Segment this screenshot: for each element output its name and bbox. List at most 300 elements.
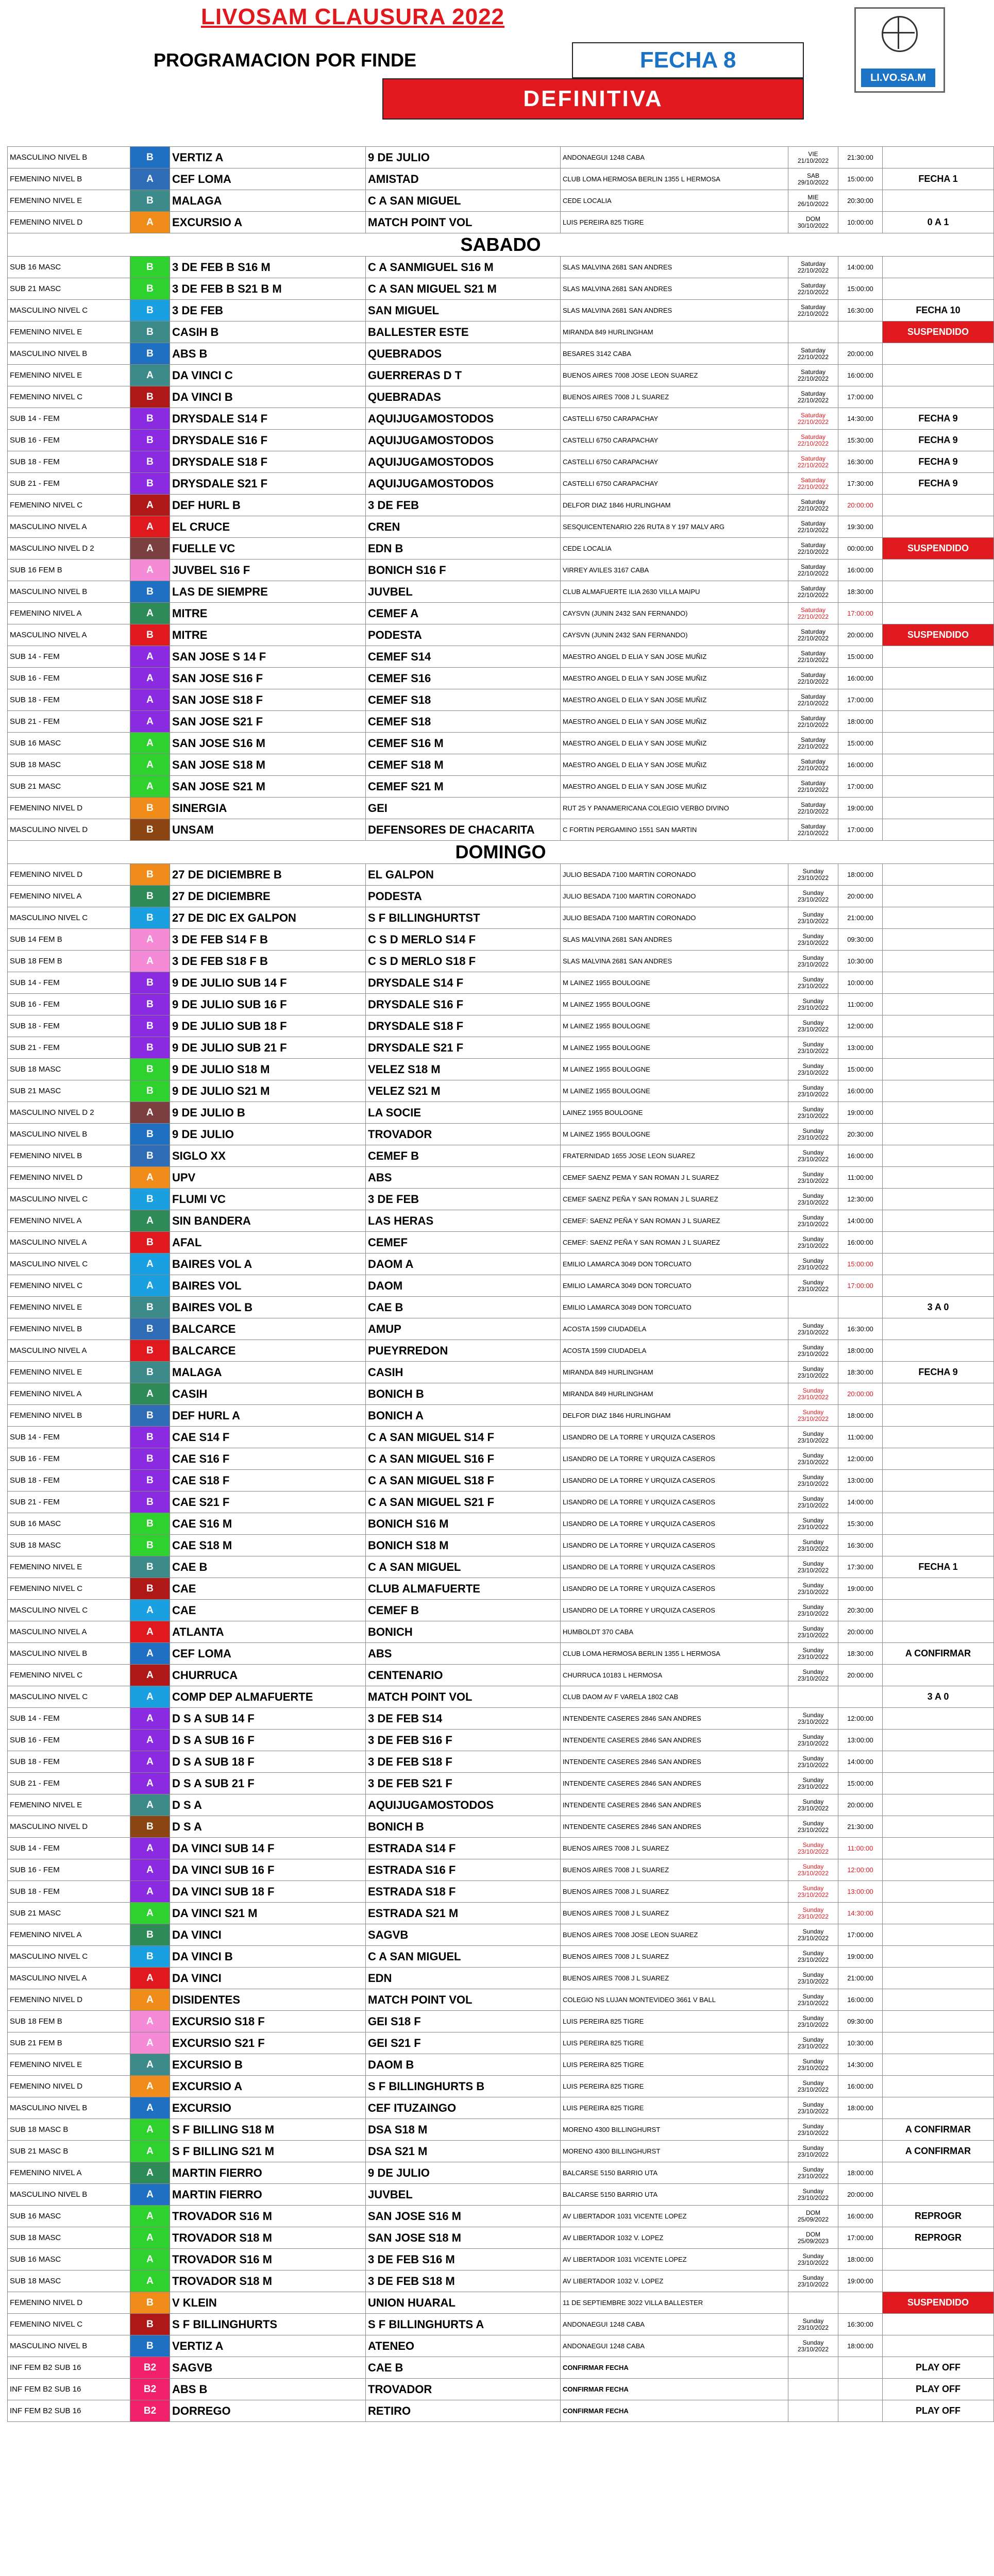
note-cell xyxy=(883,1989,994,2011)
table-row xyxy=(8,819,994,841)
level-badge: B xyxy=(130,147,170,168)
note-cell xyxy=(883,516,994,538)
venue-cell: MAESTRO ANGEL D ELIA Y SAN JOSE MUÑIZ xyxy=(561,776,788,798)
note-cell xyxy=(883,2184,994,2206)
away-team-cell: PODESTA xyxy=(366,624,561,646)
category-cell: FEMENINO NIVEL E xyxy=(8,190,130,212)
category-cell: SUB 16 - FEM xyxy=(8,668,130,689)
time-cell: 11:00:00 xyxy=(838,1167,883,1189)
venue-cell: LISANDRO DE LA TORRE Y URQUIZA CASEROS xyxy=(561,1600,788,1621)
home-team-cell: FUELLE VC xyxy=(170,538,366,560)
venue-cell: DELFOR DIAZ 1846 HURLINGHAM xyxy=(561,1405,788,1427)
time-cell: 17:00:00 xyxy=(838,1924,883,1946)
venue-cell: SLAS MALVINA 2681 SAN ANDRES xyxy=(561,300,788,321)
note-cell: FECHA 1 xyxy=(883,168,994,190)
venue-cell: INTENDENTE CASERES 2846 SAN ANDRES xyxy=(561,1794,788,1816)
note-cell xyxy=(883,2054,994,2076)
note-cell: SUSPENDIDO xyxy=(883,321,994,343)
venue-cell: BUENOS AIRES 7008 J L SUAREZ xyxy=(561,386,788,408)
date-cell: Sunday 23/10/2022 xyxy=(788,2270,838,2292)
away-team-cell: CEMEF B xyxy=(366,1600,561,1621)
venue-cell: ANDONAEGUI 1248 CABA xyxy=(561,147,788,168)
away-team-cell: CREN xyxy=(366,516,561,538)
venue-cell: MAESTRO ANGEL D ELIA Y SAN JOSE MUÑIZ xyxy=(561,689,788,711)
table-row xyxy=(8,646,994,668)
table-row xyxy=(8,1124,994,1145)
note-cell xyxy=(883,1665,994,1686)
category-cell: FEMENINO NIVEL A xyxy=(8,2162,130,2184)
venue-cell: ANDONAEGUI 1248 CABA xyxy=(561,2335,788,2357)
category-cell: SUB 16 - FEM xyxy=(8,1859,130,1881)
level-badge: B xyxy=(130,430,170,451)
page-subtitle: PROGRAMACION POR FINDE xyxy=(154,49,417,71)
category-cell: SUB 18 - FEM xyxy=(8,1015,130,1037)
note-cell xyxy=(883,1816,994,1838)
category-cell: FEMENINO NIVEL B xyxy=(8,1405,130,1427)
note-cell xyxy=(883,1621,994,1643)
time-cell: 12:30:00 xyxy=(838,1189,883,1210)
away-team-cell: TROVADOR xyxy=(366,2379,561,2400)
away-team-cell: JUVBEL xyxy=(366,581,561,603)
date-cell: Sunday 23/10/2022 xyxy=(788,1535,838,1556)
home-team-cell: 9 DE JULIO SUB 18 F xyxy=(170,1015,366,1037)
category-cell: SUB 21 MASC B xyxy=(8,2141,130,2162)
time-cell: 18:00:00 xyxy=(838,2335,883,2357)
level-badge: A xyxy=(130,516,170,538)
away-team-cell: BALLESTER ESTE xyxy=(366,321,561,343)
note-cell: FECHA 1 xyxy=(883,1556,994,1578)
away-team-cell: 3 DE FEB S21 F xyxy=(366,1773,561,1794)
category-cell: SUB 21 - FEM xyxy=(8,1037,130,1059)
venue-cell: MAESTRO ANGEL D ELIA Y SAN JOSE MUÑIZ xyxy=(561,711,788,733)
time-cell: 20:00:00 xyxy=(838,495,883,516)
away-team-cell: CAE B xyxy=(366,2357,561,2379)
category-cell: SUB 18 - FEM xyxy=(8,689,130,711)
home-team-cell: CAE S21 F xyxy=(170,1492,366,1513)
category-cell: MASCULINO NIVEL C xyxy=(8,1686,130,1708)
category-cell: MASCULINO NIVEL C xyxy=(8,300,130,321)
away-team-cell: DAOM xyxy=(366,1275,561,1297)
date-cell: Sunday 23/10/2022 xyxy=(788,1621,838,1643)
home-team-cell: DEF HURL B xyxy=(170,495,366,516)
home-team-cell: SAN JOSE S21 F xyxy=(170,711,366,733)
time-cell: 09:30:00 xyxy=(838,929,883,951)
date-cell: Sunday 23/10/2022 xyxy=(788,1318,838,1340)
category-cell: FEMENINO NIVEL E xyxy=(8,2054,130,2076)
venue-cell: BUENOS AIRES 7008 J L SUAREZ xyxy=(561,1946,788,1968)
level-badge: A xyxy=(130,1881,170,1903)
away-team-cell: S F BILLINGHURTS A xyxy=(366,2314,561,2335)
venue-cell: CLUB LOMA HERMOSA BERLIN 1355 L HERMOSA xyxy=(561,1643,788,1665)
level-badge: B xyxy=(130,1232,170,1253)
home-team-cell: BAIRES VOL xyxy=(170,1275,366,1297)
venue-cell: CONFIRMAR FECHA xyxy=(561,2357,788,2379)
table-row xyxy=(8,451,994,473)
category-cell: SUB 16 MASC xyxy=(8,1513,130,1535)
level-badge: A xyxy=(130,1903,170,1924)
table-row xyxy=(8,1989,994,2011)
time-cell: 11:00:00 xyxy=(838,994,883,1015)
home-team-cell: VERTIZ A xyxy=(170,147,366,168)
date-cell: Sunday 23/10/2022 xyxy=(788,1253,838,1275)
category-cell: FEMENINO NIVEL D xyxy=(8,2292,130,2314)
home-team-cell: TROVADOR S18 M xyxy=(170,2227,366,2249)
away-team-cell: EDN B xyxy=(366,538,561,560)
table-row xyxy=(8,516,994,538)
table-row xyxy=(8,1924,994,1946)
note-cell xyxy=(883,2335,994,2357)
level-badge: B xyxy=(130,1015,170,1037)
time-cell: 17:00:00 xyxy=(838,819,883,841)
home-team-cell: DRYSDALE S14 F xyxy=(170,408,366,430)
category-cell: SUB 18 MASC xyxy=(8,1535,130,1556)
home-team-cell: DRYSDALE S18 F xyxy=(170,451,366,473)
away-team-cell: PUEYRREDON xyxy=(366,1340,561,1362)
time-cell: 12:00:00 xyxy=(838,1859,883,1881)
time-cell: 21:30:00 xyxy=(838,1816,883,1838)
venue-cell: SLAS MALVINA 2681 SAN ANDRES xyxy=(561,951,788,972)
level-badge: A xyxy=(130,2249,170,2270)
level-badge: A xyxy=(130,1686,170,1708)
note-cell: 0 A 1 xyxy=(883,212,994,233)
table-row xyxy=(8,1318,994,1340)
note-cell xyxy=(883,711,994,733)
away-team-cell: AMISTAD xyxy=(366,168,561,190)
category-cell: SUB 21 MASC xyxy=(8,1903,130,1924)
note-cell: SUSPENDIDO xyxy=(883,2292,994,2314)
venue-cell: M LAINEZ 1955 BOULOGNE xyxy=(561,1015,788,1037)
level-badge: B xyxy=(130,343,170,365)
note-cell xyxy=(883,1059,994,1080)
table-row xyxy=(8,1362,994,1383)
category-cell: FEMENINO NIVEL A xyxy=(8,1924,130,1946)
date-cell: Sunday 23/10/2022 xyxy=(788,1080,838,1102)
level-badge: A xyxy=(130,711,170,733)
category-cell: MASCULINO NIVEL B xyxy=(8,2097,130,2119)
home-team-cell: DA VINCI xyxy=(170,1924,366,1946)
table-row xyxy=(8,603,994,624)
date-cell xyxy=(788,2400,838,2422)
time-cell: 13:00:00 xyxy=(838,1470,883,1492)
category-cell: SUB 14 - FEM xyxy=(8,972,130,994)
away-team-cell: CEMEF S18 M xyxy=(366,754,561,776)
category-cell: FEMENINO NIVEL D xyxy=(8,2076,130,2097)
level-badge: B xyxy=(130,2314,170,2335)
level-badge: A xyxy=(130,1253,170,1275)
level-badge: A xyxy=(130,2206,170,2227)
level-badge: B xyxy=(130,1556,170,1578)
level-badge: B xyxy=(130,819,170,841)
away-team-cell: CEMEF S14 xyxy=(366,646,561,668)
table-row xyxy=(8,1015,994,1037)
away-team-cell: 3 DE FEB xyxy=(366,495,561,516)
level-badge: A xyxy=(130,1859,170,1881)
table-row xyxy=(8,2184,994,2206)
time-cell: 17:00:00 xyxy=(838,689,883,711)
category-cell: SUB 16 - FEM xyxy=(8,1448,130,1470)
category-cell: MASCULINO NIVEL B xyxy=(8,1124,130,1145)
venue-cell: MAESTRO ANGEL D ELIA Y SAN JOSE MUÑIZ xyxy=(561,668,788,689)
category-cell: FEMENINO NIVEL C xyxy=(8,495,130,516)
home-team-cell: 27 DE DICIEMBRE B xyxy=(170,864,366,886)
table-row xyxy=(8,1080,994,1102)
table-row xyxy=(8,1340,994,1362)
note-cell xyxy=(883,1405,994,1427)
home-team-cell: CAE B xyxy=(170,1556,366,1578)
away-team-cell: 3 DE FEB S18 F xyxy=(366,1751,561,1773)
time-cell: 15:00:00 xyxy=(838,1059,883,1080)
date-cell: Saturday 22/10/2022 xyxy=(788,473,838,495)
venue-cell: AV LIBERTADOR 1031 VICENTE LOPEZ xyxy=(561,2206,788,2227)
table-row xyxy=(8,624,994,646)
table-row xyxy=(8,321,994,343)
note-cell xyxy=(883,2076,994,2097)
table-row xyxy=(8,2314,994,2335)
category-cell: MASCULINO NIVEL A xyxy=(8,1968,130,1989)
category-cell: SUB 16 MASC xyxy=(8,257,130,278)
time-cell xyxy=(838,1686,883,1708)
venue-cell: BUENOS AIRES 7008 JOSE LEON SUAREZ xyxy=(561,1924,788,1946)
home-team-cell: BALCARCE xyxy=(170,1318,366,1340)
away-team-cell: CEMEF S21 M xyxy=(366,776,561,798)
home-team-cell: CAE S14 F xyxy=(170,1427,366,1448)
away-team-cell: C A SAN MIGUEL xyxy=(366,1556,561,1578)
level-badge: A xyxy=(130,1275,170,1297)
table-row xyxy=(8,2011,994,2032)
date-cell: VIE 21/10/2022 xyxy=(788,147,838,168)
table-row xyxy=(8,668,994,689)
table-row xyxy=(8,2292,994,2314)
date-cell: Sunday 23/10/2022 xyxy=(788,1383,838,1405)
category-cell: SUB 21 FEM B xyxy=(8,2032,130,2054)
home-team-cell: DA VINCI SUB 18 F xyxy=(170,1881,366,1903)
home-team-cell: SIGLO XX xyxy=(170,1145,366,1167)
time-cell: 17:00:00 xyxy=(838,2227,883,2249)
time-cell: 18:00:00 xyxy=(838,2162,883,2184)
note-cell xyxy=(883,972,994,994)
home-team-cell: EXCURSIO S18 F xyxy=(170,2011,366,2032)
level-badge: A xyxy=(130,2011,170,2032)
category-cell: MASCULINO NIVEL C xyxy=(8,1946,130,1968)
away-team-cell: ESTRADA S14 F xyxy=(366,1838,561,1859)
time-cell xyxy=(838,2400,883,2422)
category-cell: SUB 18 MASC xyxy=(8,1059,130,1080)
table-row xyxy=(8,2032,994,2054)
table-row xyxy=(8,2357,994,2379)
home-team-cell: 3 DE FEB B S16 M xyxy=(170,257,366,278)
table-row xyxy=(8,776,994,798)
category-cell: SUB 18 - FEM xyxy=(8,1470,130,1492)
home-team-cell: MARTIN FIERRO xyxy=(170,2162,366,2184)
level-badge: A xyxy=(130,733,170,754)
level-badge: B2 xyxy=(130,2400,170,2422)
away-team-cell: 9 DE JULIO xyxy=(366,147,561,168)
home-team-cell: DRYSDALE S21 F xyxy=(170,473,366,495)
home-team-cell: V KLEIN xyxy=(170,2292,366,2314)
logo-text: LI.VO.SA.M xyxy=(861,69,935,87)
category-cell: SUB 21 - FEM xyxy=(8,1773,130,1794)
away-team-cell: CEMEF S18 xyxy=(366,689,561,711)
venue-cell: MORENO 4300 BILLINGHURST xyxy=(561,2141,788,2162)
table-row xyxy=(8,1665,994,1686)
date-cell: Saturday 22/10/2022 xyxy=(788,516,838,538)
venue-cell: M LAINEZ 1955 BOULOGNE xyxy=(561,994,788,1015)
away-team-cell: 3 DE FEB S16 F xyxy=(366,1730,561,1751)
table-row xyxy=(8,1210,994,1232)
venue-cell: LUIS PEREIRA 825 TIGRE xyxy=(561,2076,788,2097)
time-cell xyxy=(838,1297,883,1318)
home-team-cell: LAS DE SIEMPRE xyxy=(170,581,366,603)
away-team-cell: C A SAN MIGUEL S21 M xyxy=(366,278,561,300)
away-team-cell: SAN JOSE S16 M xyxy=(366,2206,561,2227)
away-team-cell: BONICH B xyxy=(366,1816,561,1838)
date-cell: Sunday 23/10/2022 xyxy=(788,2076,838,2097)
home-team-cell: ABS B xyxy=(170,2379,366,2400)
date-cell: Sunday 23/10/2022 xyxy=(788,1340,838,1362)
level-badge: A xyxy=(130,1968,170,1989)
table-row xyxy=(8,1730,994,1751)
away-team-cell: GEI S18 F xyxy=(366,2011,561,2032)
date-cell: Sunday 23/10/2022 xyxy=(788,1145,838,1167)
note-cell xyxy=(883,1838,994,1859)
category-cell: SUB 16 MASC xyxy=(8,2249,130,2270)
venue-cell: INTENDENTE CASERES 2846 SAN ANDRES xyxy=(561,1773,788,1794)
category-cell: FEMENINO NIVEL D xyxy=(8,798,130,819)
home-team-cell: SAN JOSE S16 F xyxy=(170,668,366,689)
table-row xyxy=(8,2400,994,2422)
table-row xyxy=(8,1773,994,1794)
time-cell: 18:30:00 xyxy=(838,1643,883,1665)
home-team-cell: 3 DE FEB S14 F B xyxy=(170,929,366,951)
time-cell: 19:00:00 xyxy=(838,1578,883,1600)
time-cell: 16:00:00 xyxy=(838,2076,883,2097)
section-header xyxy=(8,841,994,864)
venue-cell: LISANDRO DE LA TORRE Y URQUIZA CASEROS xyxy=(561,1513,788,1535)
table-row xyxy=(8,1859,994,1881)
time-cell: 14:00:00 xyxy=(838,1751,883,1773)
table-row xyxy=(8,1621,994,1643)
level-badge: A xyxy=(130,2076,170,2097)
away-team-cell: CENTENARIO xyxy=(366,1665,561,1686)
away-team-cell: AQUIJUGAMOSTODOS xyxy=(366,430,561,451)
level-badge: B xyxy=(130,1405,170,1427)
time-cell: 15:00:00 xyxy=(838,1773,883,1794)
note-cell xyxy=(883,1903,994,1924)
date-cell: Saturday 22/10/2022 xyxy=(788,603,838,624)
venue-cell: FRATERNIDAD 1655 JOSE LEON SUAREZ xyxy=(561,1145,788,1167)
date-cell: Sunday 23/10/2022 xyxy=(788,1470,838,1492)
away-team-cell: CAE B xyxy=(366,1297,561,1318)
note-cell xyxy=(883,2270,994,2292)
home-team-cell: CAE S16 M xyxy=(170,1513,366,1535)
note-cell xyxy=(883,1383,994,1405)
date-cell: Saturday 22/10/2022 xyxy=(788,798,838,819)
venue-cell: CASTELLI 6750 CARAPACHAY xyxy=(561,473,788,495)
level-badge: B xyxy=(130,1578,170,1600)
time-cell xyxy=(838,2292,883,2314)
venue-cell: BALCARSE 5150 BARRIO UTA xyxy=(561,2162,788,2184)
date-cell: Sunday 23/10/2022 xyxy=(788,2054,838,2076)
category-cell: SUB 14 - FEM xyxy=(8,1427,130,1448)
category-cell: FEMENINO NIVEL B xyxy=(8,1318,130,1340)
venue-cell: CEMEF SAENZ PEÑA Y SAN ROMAN J L SUAREZ xyxy=(561,1189,788,1210)
level-badge: A xyxy=(130,689,170,711)
time-cell: 11:00:00 xyxy=(838,1427,883,1448)
away-team-cell: GUERRERAS D T xyxy=(366,365,561,386)
category-cell: INF FEM B2 SUB 16 xyxy=(8,2379,130,2400)
date-cell: Sunday 23/10/2022 xyxy=(788,1037,838,1059)
time-cell: 16:00:00 xyxy=(838,1080,883,1102)
home-team-cell: DA VINCI B xyxy=(170,386,366,408)
time-cell: 20:00:00 xyxy=(838,1794,883,1816)
note-cell xyxy=(883,1773,994,1794)
time-cell xyxy=(838,2379,883,2400)
category-cell: MASCULINO NIVEL A xyxy=(8,1340,130,1362)
note-cell xyxy=(883,147,994,168)
category-cell: FEMENINO NIVEL D xyxy=(8,864,130,886)
away-team-cell: AMUP xyxy=(366,1318,561,1340)
home-team-cell: 9 DE JULIO SUB 16 F xyxy=(170,994,366,1015)
venue-cell: BUENOS AIRES 7008 J L SUAREZ xyxy=(561,1838,788,1859)
away-team-cell: EL GALPON xyxy=(366,864,561,886)
home-team-cell: AFAL xyxy=(170,1232,366,1253)
level-badge: A xyxy=(130,2227,170,2249)
date-cell: Sunday 23/10/2022 xyxy=(788,2314,838,2335)
time-cell xyxy=(838,2119,883,2141)
date-cell: Sunday 23/10/2022 xyxy=(788,1989,838,2011)
away-team-cell: MATCH POINT VOL xyxy=(366,1686,561,1708)
date-cell: Saturday 22/10/2022 xyxy=(788,495,838,516)
category-cell: MASCULINO NIVEL D 2 xyxy=(8,1102,130,1124)
level-badge: B xyxy=(130,864,170,886)
time-cell: 10:30:00 xyxy=(838,951,883,972)
category-cell: FEMENINO NIVEL A xyxy=(8,1383,130,1405)
date-cell: Sunday 23/10/2022 xyxy=(788,1556,838,1578)
category-cell: MASCULINO NIVEL B xyxy=(8,147,130,168)
time-cell: 10:30:00 xyxy=(838,2032,883,2054)
home-team-cell: BAIRES VOL B xyxy=(170,1297,366,1318)
away-team-cell: BONICH B xyxy=(366,1383,561,1405)
note-cell: A CONFIRMAR xyxy=(883,2141,994,2162)
category-cell: MASCULINO NIVEL C xyxy=(8,1253,130,1275)
date-cell: Saturday 22/10/2022 xyxy=(788,430,838,451)
time-cell: 17:00:00 xyxy=(838,776,883,798)
level-badge: A xyxy=(130,2270,170,2292)
level-badge: A xyxy=(130,1167,170,1189)
venue-cell: MAESTRO ANGEL D ELIA Y SAN JOSE MUÑIZ xyxy=(561,646,788,668)
note-cell: FECHA 9 xyxy=(883,451,994,473)
level-badge: A xyxy=(130,1102,170,1124)
table-row xyxy=(8,1492,994,1513)
date-cell xyxy=(788,321,838,343)
note-cell: FECHA 9 xyxy=(883,473,994,495)
home-team-cell: 9 DE JULIO SUB 21 F xyxy=(170,1037,366,1059)
time-cell: 17:00:00 xyxy=(838,386,883,408)
table-row xyxy=(8,1578,994,1600)
table-row xyxy=(8,212,994,233)
category-cell: SUB 16 FEM B xyxy=(8,560,130,581)
note-cell xyxy=(883,1751,994,1773)
time-cell: 16:00:00 xyxy=(838,560,883,581)
venue-cell: LISANDRO DE LA TORRE Y URQUIZA CASEROS xyxy=(561,1427,788,1448)
time-cell: 17:00:00 xyxy=(838,603,883,624)
home-team-cell: EXCURSIO A xyxy=(170,212,366,233)
level-badge: B xyxy=(130,1470,170,1492)
category-cell: SUB 18 MASC xyxy=(8,754,130,776)
table-row xyxy=(8,190,994,212)
venue-cell: AV LIBERTADOR 1032 V. LOPEZ xyxy=(561,2270,788,2292)
level-badge: A xyxy=(130,1665,170,1686)
